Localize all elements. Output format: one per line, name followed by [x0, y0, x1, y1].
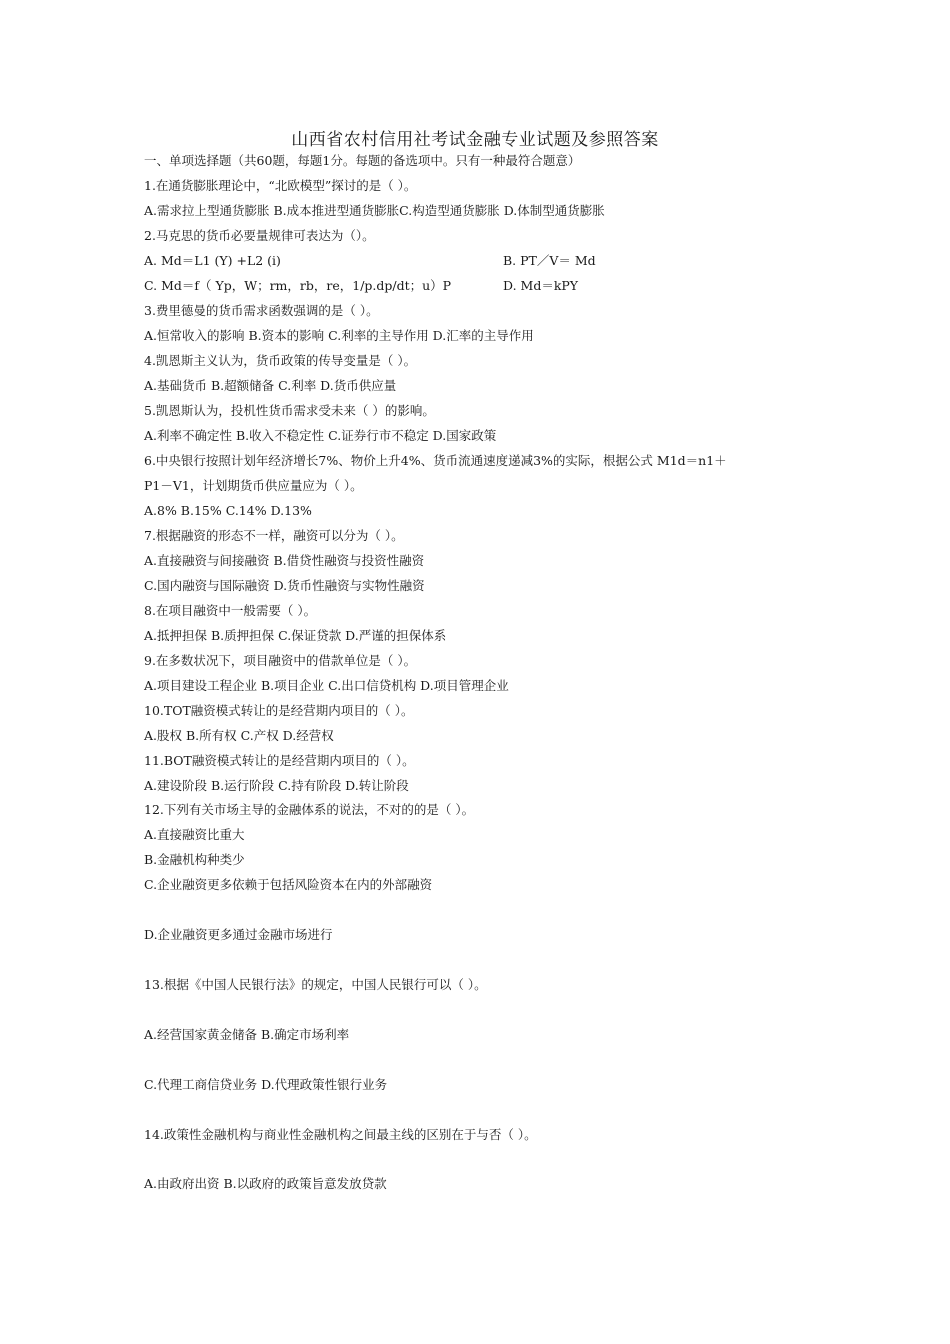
options-8: A.抵押担保 B.质押担保 C.保证贷款 D.严谨的担保体系 [144, 628, 447, 643]
option-12d: D.企业融资更多通过金融市场进行 [144, 927, 333, 942]
options-11: A.建设阶段 B.运行阶段 C.持有阶段 D.转让阶段 [144, 778, 409, 793]
options-3: A.恒常收入的影响 B.资本的影响 C.利率的主导作用 D.汇率的主导作用 [144, 328, 534, 343]
question-6: 6.中央银行按照计划年经济增长7%、物价上升4%、货币流通速度递减3%的实际，根据公式 M1d＝n1＋ [144, 453, 727, 468]
option-2c: C. Md＝f（ Yp，W；rm，rb，re，1/p.dp/dt；u）P [144, 278, 452, 293]
question-1: 1.在通货膨胀理论中，“北欧模型”探讨的是（ ）。 [144, 178, 417, 193]
question-12: 12.下列有关市场主导的金融体系的说法，不对的的是（ ）。 [144, 802, 475, 817]
option-2b: B. PT／V＝ Md [503, 253, 596, 268]
question-2: 2.马克思的货币必要量规律可表达为（）。 [144, 228, 375, 243]
question-8: 8.在项目融资中一般需要（ ）。 [144, 603, 317, 618]
options-10: A.股权 B.所有权 C.产权 D.经营权 [144, 728, 334, 743]
options-9: A.项目建设工程企业 B.项目企业 C.出口信贷机构 D.项目管理企业 [144, 678, 509, 693]
question-9: 9.在多数状况下，项目融资中的借款单位是（ ）。 [144, 653, 417, 668]
option-2a: A. Md＝L1 (Y) +L2 (i) [144, 253, 281, 268]
options-13-cd: C.代理工商信贷业务 D.代理政策性银行业务 [144, 1077, 388, 1092]
options-1: A.需求拉上型通货膨胀 B.成本推进型通货膨胀C.构造型通货膨胀 D.体制型通货膨胀 [144, 203, 605, 218]
options-4: A.基础货币 B.超额储备 C.利率 D.货币供应量 [144, 378, 397, 393]
options-5: A.利率不确定性 B.收入不稳定性 C.证券行市不稳定 D.国家政策 [144, 428, 497, 443]
question-10: 10.TOT融资模式转让的是经营期内项目的（ ）。 [144, 703, 414, 718]
question-14: 14.政策性金融机构与商业性金融机构之间最主线的区别在于与否（ ）。 [144, 1127, 537, 1142]
option-12b: B.金融机构种类少 [144, 852, 245, 867]
question-3: 3.费里德曼的货币需求函数强调的是（ ）。 [144, 303, 379, 318]
question-5: 5.凯恩斯认为，投机性货币需求受未来（ ）的影响。 [144, 403, 435, 418]
document-title: 山西省农村信用社考试金融专业试题及参照答案 [291, 130, 659, 150]
option-12a: A.直接融资比重大 [144, 827, 245, 842]
option-12c: C.企业融资更多依赖于包括风险资本在内的外部融资 [144, 877, 433, 892]
question-6-cont: P1－V1，计划期货币供应量应为（ ）。 [144, 478, 363, 493]
question-7: 7.根据融资的形态不一样，融资可以分为（ ）。 [144, 528, 404, 543]
options-7-cd: C.国内融资与国际融资 D.货币性融资与实物性融资 [144, 578, 425, 593]
option-2d: D. Md＝kPY [503, 278, 579, 293]
question-4: 4.凯恩斯主义认为，货币政策的传导变量是（ ）。 [144, 353, 417, 368]
options-6: A.8% B.15% C.14% D.13% [144, 503, 312, 518]
options-7-ab: A.直接融资与间接融资 B.借贷性融资与投资性融资 [144, 553, 425, 568]
options-14-ab: A.由政府出资 B.以政府的政策旨意发放贷款 [144, 1176, 387, 1191]
options-13-ab: A.经营国家黄金储备 B.确定市场利率 [144, 1027, 350, 1042]
section-header: 一、单项选择题（共60题，每题1分。每题的备选项中。只有一种最符合题意） [144, 153, 581, 168]
question-13: 13.根据《中国人民银行法》的规定，中国人民银行可以（ ）。 [144, 977, 487, 992]
question-11: 11.BOT融资模式转让的是经营期内项目的（ ）。 [144, 753, 415, 768]
